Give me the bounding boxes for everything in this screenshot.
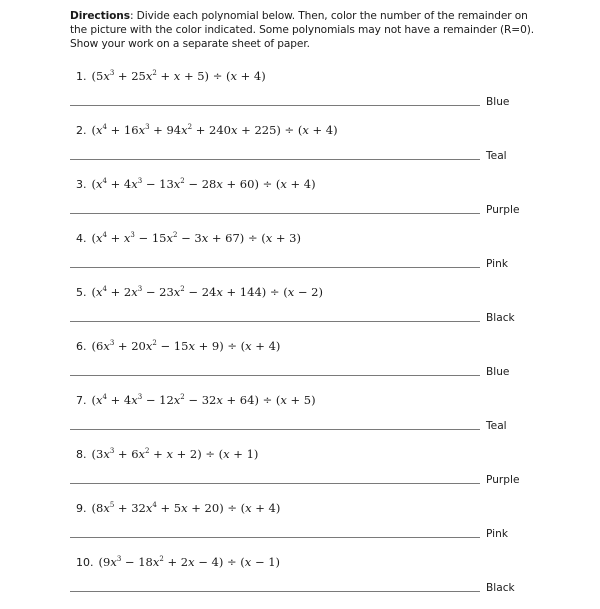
problem-expression: $(x^4 + x^3 - 15x^2 - 3x + 67) \div (x + 3)$ — [91, 231, 301, 245]
problem-equation — [76, 393, 316, 407]
color-label: Blue — [486, 96, 510, 108]
answer-line[interactable] — [70, 483, 480, 484]
problem-equation — [76, 447, 258, 461]
answer-line[interactable] — [70, 105, 480, 106]
problem-equation — [76, 123, 338, 137]
problem-item — [0, 177, 600, 231]
problem-equation — [76, 177, 316, 191]
problem-expression: $(8x^5 + 32x^4 + 5x + 20) \div (x + 4)$ — [91, 501, 281, 515]
color-label: Black — [486, 582, 515, 594]
answer-line[interactable] — [70, 537, 480, 538]
answer-line[interactable] — [70, 213, 480, 214]
problem-equation — [76, 69, 266, 83]
problem-expression: $(5x^3 + 25x^2 + x + 5) \div (x + 4)$ — [91, 69, 266, 83]
problem-expression: $(x^4 + 2x^3 - 23x^2 - 24x + 144) \div (x - 2)$ — [91, 285, 323, 299]
problem-expression: $(6x^3 + 20x^2 - 15x + 9) \div (x + 4)$ — [91, 339, 281, 353]
problem-number: 10. — [76, 556, 94, 569]
problem-number: 5. — [76, 286, 87, 299]
color-label: Blue — [486, 366, 510, 378]
problem-number: 6. — [76, 340, 87, 353]
problem-expression: $(x^4 + 16x^3 + 94x^2 + 240x + 225) \div (x + 4)$ — [91, 123, 338, 137]
problem-number: 4. — [76, 232, 87, 245]
problem-number: 2. — [76, 124, 87, 137]
problem-item — [0, 555, 600, 609]
problem-item — [0, 123, 600, 177]
problem-item — [0, 285, 600, 339]
answer-line[interactable] — [70, 429, 480, 430]
problem-number: 8. — [76, 448, 87, 461]
answer-line[interactable] — [70, 321, 480, 322]
problem-item — [0, 339, 600, 393]
problem-expression: $(x^4 + 4x^3 - 13x^2 - 28x + 60) \div (x + 4)$ — [91, 177, 316, 191]
problem-equation — [76, 501, 280, 515]
problem-equation — [76, 339, 280, 353]
answer-line[interactable] — [70, 267, 480, 268]
problem-expression: $(3x^3 + 6x^2 + x + 2) \div (x + 1)$ — [91, 447, 259, 461]
problem-expression: $(9x^3 - 18x^2 + 2x - 4) \div (x - 1)$ — [98, 555, 281, 569]
color-label: Teal — [486, 420, 507, 432]
color-label: Teal — [486, 150, 507, 162]
problem-equation — [76, 285, 323, 299]
directions-paragraph — [70, 9, 540, 51]
problem-number: 1. — [76, 70, 87, 83]
problem-item — [0, 393, 600, 447]
color-label: Purple — [486, 474, 520, 486]
problem-expression: $(x^4 + 4x^3 - 12x^2 - 32x + 64) \div (x + 5)$ — [91, 393, 316, 407]
directions-label: Directions — [70, 10, 130, 22]
color-label: Pink — [486, 528, 508, 540]
problem-item — [0, 501, 600, 555]
answer-line[interactable] — [70, 159, 480, 160]
color-label: Pink — [486, 258, 508, 270]
problem-item — [0, 69, 600, 123]
problem-equation — [76, 231, 301, 245]
answer-line[interactable] — [70, 375, 480, 376]
problem-number: 9. — [76, 502, 87, 515]
answer-line[interactable] — [70, 591, 480, 592]
color-label: Black — [486, 312, 515, 324]
problem-number: 7. — [76, 394, 87, 407]
color-label: Purple — [486, 204, 520, 216]
directions-text: : Divide each polynomial below. Then, color the number of the remainder on the picture with the color indicated. Some polynomials may not have a remainder (R=0). Show your work on a separate sheet of paper. — [70, 10, 535, 50]
problem-number: 3. — [76, 178, 87, 191]
problem-item — [0, 447, 600, 501]
problem-item — [0, 231, 600, 285]
problem-equation — [76, 555, 280, 569]
